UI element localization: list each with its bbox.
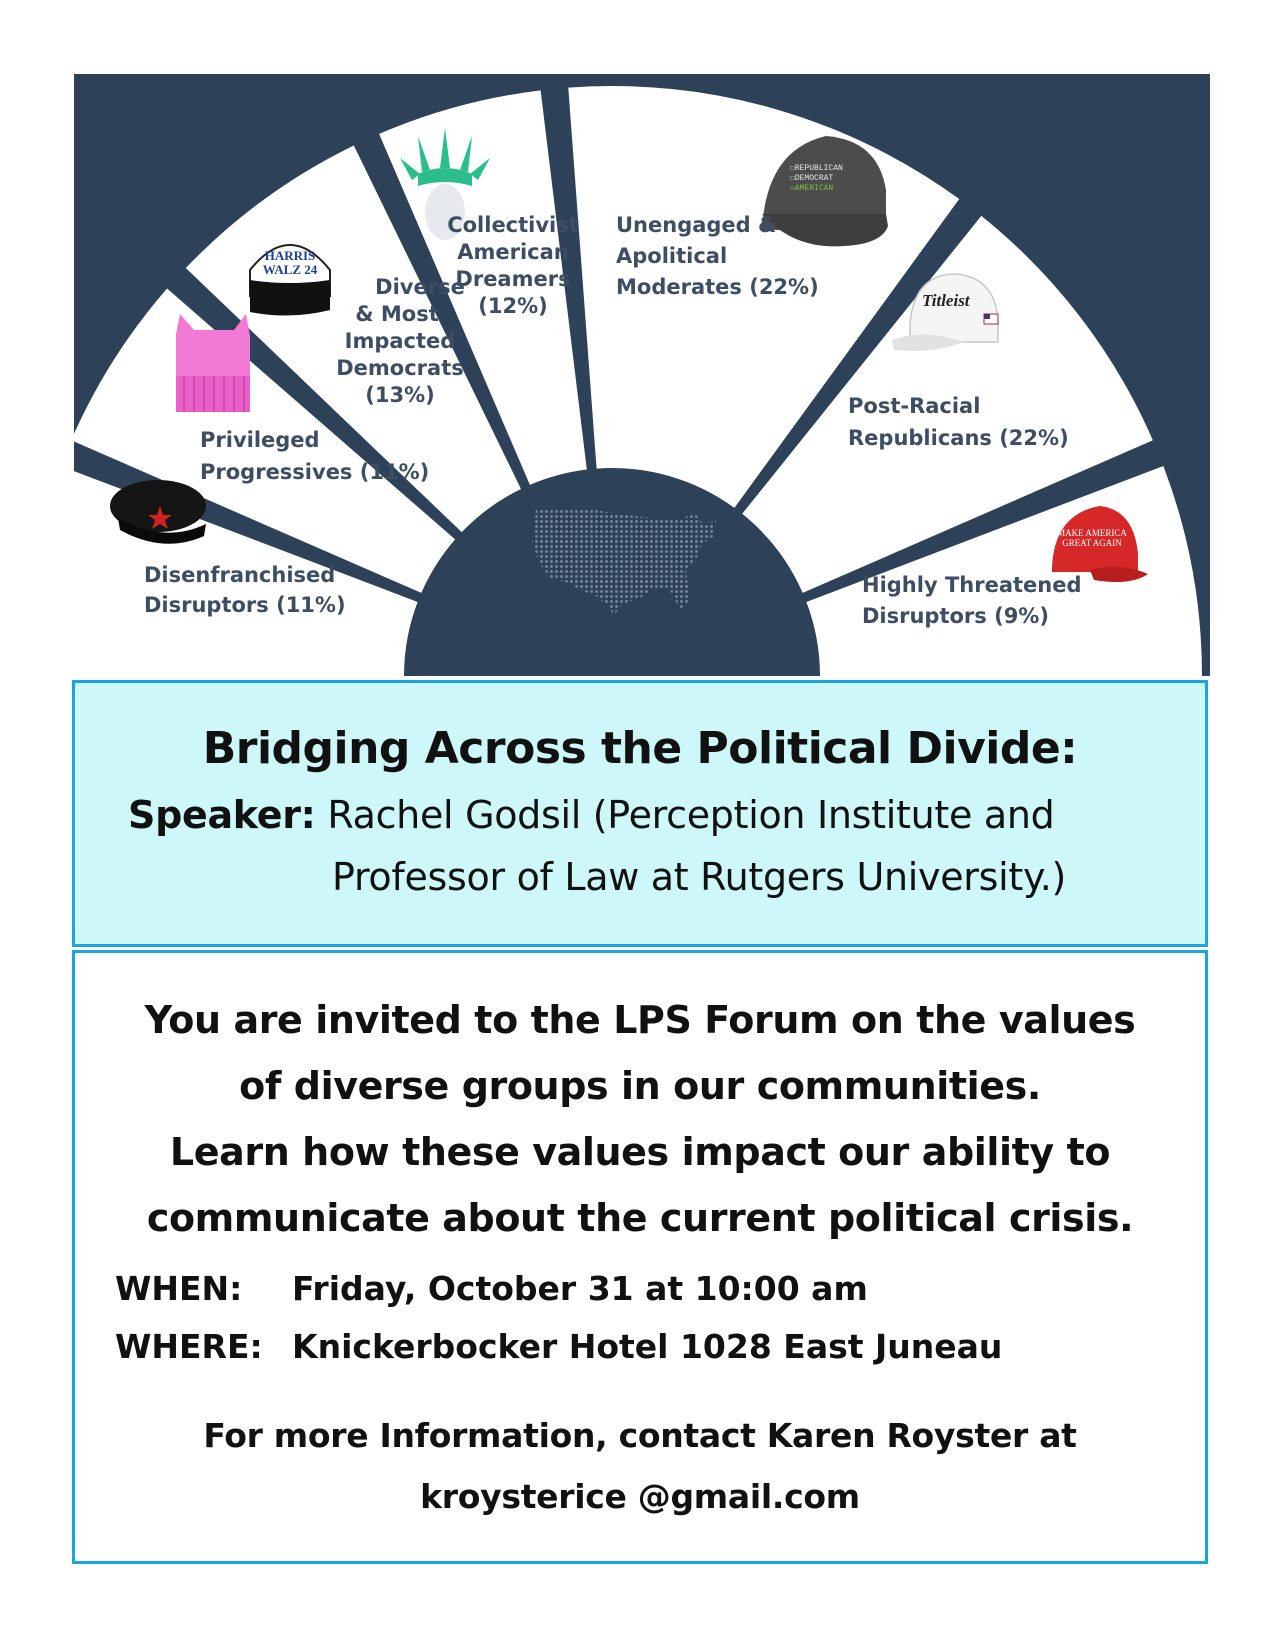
svg-text:☐REPUBLICAN: ☐REPUBLICAN xyxy=(790,164,843,173)
svg-text:Titleist: Titleist xyxy=(922,291,970,310)
when-row xyxy=(115,1269,868,1308)
svg-text:GREAT AGAIN: GREAT AGAIN xyxy=(1062,538,1122,548)
contact-info: For more Information, contact Karen Royster at kroysterice @gmail.com xyxy=(75,1405,1205,1527)
segment-label-privileged-progressives: Privileged Progressives (11%) xyxy=(200,428,430,484)
where-label: WHERE: xyxy=(115,1327,263,1366)
us-map-icon xyxy=(532,508,716,616)
contact-email[interactable]: kroysterice @gmail.com xyxy=(420,1477,860,1516)
event-title: Bridging Across the Political Divide: xyxy=(202,723,1078,774)
where-value: Knickerbocker Hotel 1028 East Juneau xyxy=(292,1327,1003,1366)
segment-graphic xyxy=(74,74,1210,676)
svg-text:MAKE AMERICA: MAKE AMERICA xyxy=(1057,528,1127,538)
speaker-line-2: Professor of Law at Rutgers University.) xyxy=(332,855,1067,899)
svg-text:WALZ 24: WALZ 24 xyxy=(262,262,318,277)
segment-label-collectivist-american-dreamers: Collectivist American Dreamers (12%) xyxy=(447,213,579,318)
svg-text:☐DEMOCRAT: ☐DEMOCRAT xyxy=(790,174,834,183)
speaker-line-1 xyxy=(128,793,1054,837)
segment-label-unengaged-moderates: Unengaged & Apolitical Moderates (22%) xyxy=(616,213,819,299)
segment-label-diverse-democrats: Diverse & Most Impacted Democrats (13%) xyxy=(336,275,465,407)
speaker-name: Rachel Godsil (Perception Institute and xyxy=(315,793,1055,837)
title-box xyxy=(72,680,1208,947)
speaker-key: Speaker: xyxy=(128,793,316,837)
segment-label-disenfranchised-disruptors: Disenfranchised Disruptors (11%) xyxy=(144,563,346,617)
when-label: WHEN: xyxy=(115,1269,243,1308)
svg-text:☑AMERICAN: ☑AMERICAN xyxy=(790,184,834,193)
segment-label-post-racial-republicans: Post-Racial Republicans (22%) xyxy=(848,394,1069,450)
where-row xyxy=(115,1327,1003,1366)
when-value: Friday, October 31 at 10:00 am xyxy=(292,1269,868,1308)
svg-text:HARRIS: HARRIS xyxy=(264,248,316,263)
info-box xyxy=(72,950,1208,1564)
invitation-text: You are invited to the LPS Forum on the values of diverse groups in our communities. Learn how these values impact our ability to communicate about the current political crisis. xyxy=(144,998,1136,1240)
segment-label-highly-threatened-disruptors: Highly Threatened Disruptors (9%) xyxy=(862,573,1082,628)
